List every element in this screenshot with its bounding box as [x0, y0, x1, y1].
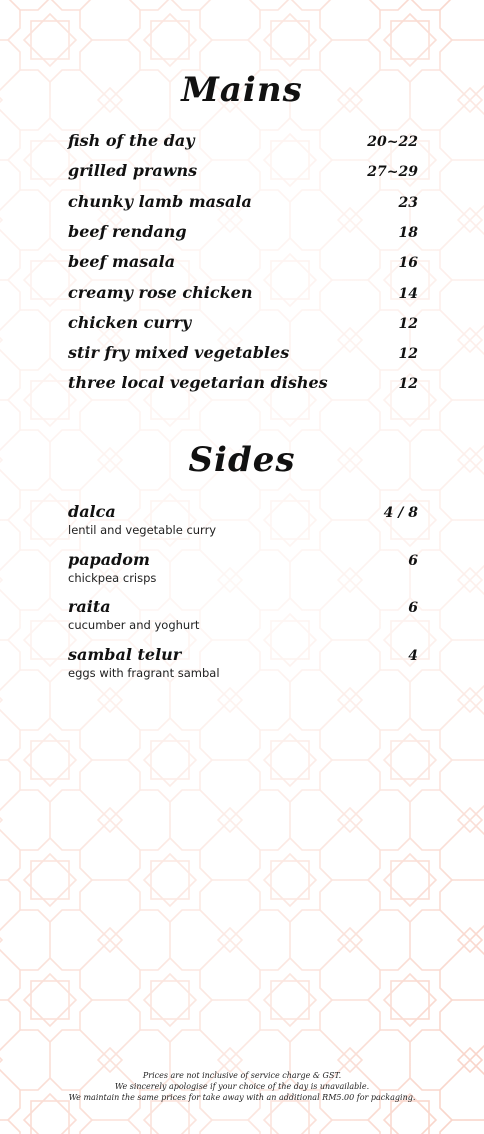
- side-item-name: dalca: [68, 502, 116, 521]
- menu-item-price: 27~29: [367, 164, 418, 181]
- menu-item-row: [68, 313, 418, 337]
- menu-item-name: three local vegetarian dishes: [68, 373, 328, 393]
- side-item-name: raita: [68, 597, 111, 616]
- menu-item-row: [68, 343, 418, 367]
- menu-item-price: 12: [398, 376, 418, 393]
- footer-line-apology: We sincerely apologise if your choice of the day is unavailable.: [114, 1082, 370, 1091]
- side-item-description: lentil and vegetable curry: [68, 523, 217, 537]
- footer-line-takeaway: We maintain the same prices for take away with an additional RM5.00 for packaging.: [68, 1093, 416, 1102]
- side-item-price: 6: [408, 553, 418, 569]
- menu-item-row: [68, 192, 418, 216]
- menu-item-name: chunky lamb masala: [68, 191, 252, 211]
- menu-item-price: 12: [398, 346, 418, 363]
- side-item-price: 4 / 8: [383, 505, 418, 521]
- menu-item-name: fish of the day: [68, 131, 195, 150]
- menu-item-price: 23: [398, 194, 418, 211]
- menu-item-price: 20~22: [367, 134, 418, 150]
- menu-item-row: [68, 283, 418, 307]
- menu-item-row: [68, 222, 418, 246]
- menu-item-row: [68, 252, 418, 276]
- side-item: [68, 502, 418, 537]
- menu-item-name: stir fry mixed vegetables: [68, 343, 290, 363]
- menu-item-price: 16: [398, 255, 418, 272]
- menu-item-name: creamy rose chicken: [68, 282, 253, 302]
- menu-item-name: beef rendang: [68, 221, 187, 241]
- menu-item-name: grilled prawns: [68, 161, 198, 181]
- menu-item-price: 18: [398, 224, 418, 241]
- mains-heading: Mains: [181, 70, 303, 110]
- side-item-name: sambal telur: [68, 645, 182, 664]
- side-item-name: papadom: [68, 550, 150, 569]
- menu-item-row: [68, 373, 418, 397]
- side-item-description: eggs with fragrant sambal: [68, 666, 220, 680]
- sides-heading: Sides: [188, 440, 296, 480]
- side-item: [68, 550, 418, 585]
- side-item-price: 4: [408, 648, 418, 664]
- footer-line-service-charge: Prices are not inclusive of service charge & GST.: [142, 1071, 342, 1080]
- menu-item-name: chicken curry: [68, 312, 192, 332]
- side-item-price: 6: [408, 600, 418, 616]
- side-item-description: cucumber and yoghurt: [68, 618, 200, 632]
- side-item-description: chickpea crisps: [68, 571, 157, 585]
- menu-item-name: beef masala: [68, 252, 176, 272]
- menu-item-row: [68, 131, 418, 155]
- menu-item-row: [68, 161, 418, 185]
- menu-item-price: 12: [398, 315, 418, 332]
- side-item: [68, 645, 418, 680]
- menu-item-price: 14: [398, 285, 418, 302]
- footer-notes: [0, 1070, 484, 1103]
- side-item: [68, 597, 418, 632]
